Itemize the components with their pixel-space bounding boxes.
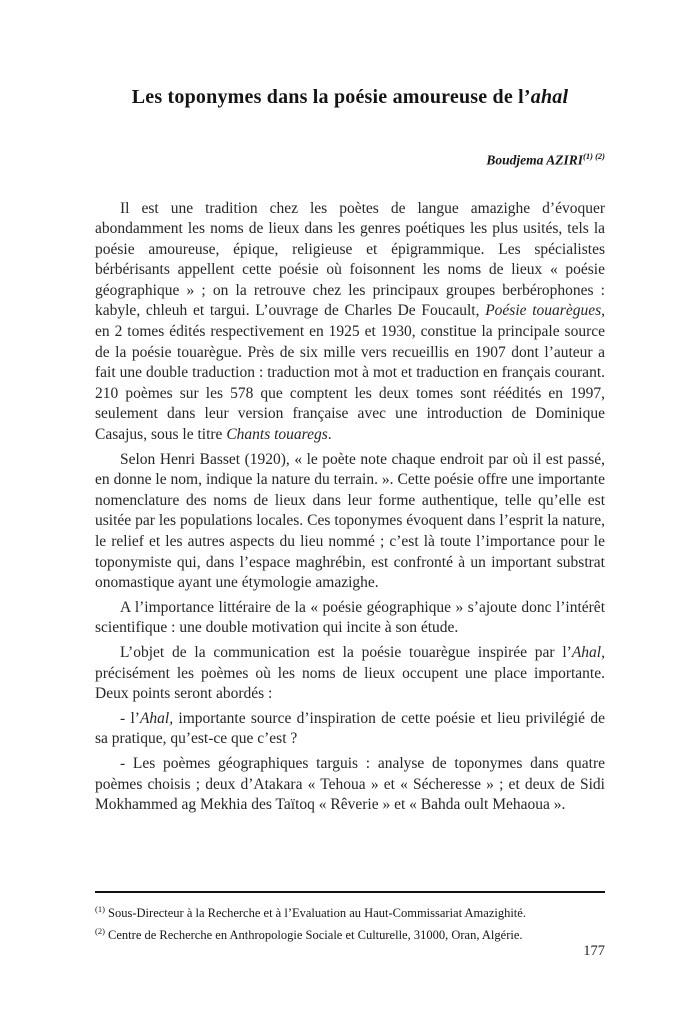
- paragraph: [95, 450, 605, 594]
- footnote-list: [95, 901, 605, 944]
- text-block: [95, 84, 605, 820]
- author-line: [95, 148, 605, 169]
- article-title-italic-term: ahal: [530, 86, 569, 108]
- text-run: L’objet de la communication est la poésie touarègue inspirée par l’: [120, 643, 572, 661]
- author-name: Boudjema AZIRI: [486, 152, 584, 168]
- paragraph: [95, 754, 605, 816]
- footnotes-section: [95, 891, 605, 944]
- text-run: Selon Henri Basset (1920), « le poète note chaque endroit par où il est passé, en donne le nom, indique la nature du terrain. ». Cette poésie offre une importante nomenclature des noms de lieux dans leur forme authentique, telle qu’elle est usitée par les populations locales. Ces toponymes évoquent dans l’esprit la nature, le relief et les autres aspects du lieu nommé ; c’est là toute l’importance pour le toponymiste qui, dans l’espace maghrébin, est confronté à un important substrat onomastique ayant une étymologie amazighe.: [95, 450, 605, 592]
- footnote-marker: (2): [95, 925, 105, 936]
- text-run: en 2 tomes édités respectivement en 1925 et 1930, constitue la principale source de la poésie touarègue. Près de six mille vers recueillis en 1907 dont l’auteur a fait une double traduction : traduction mot à mot et traduction en français courant. 210 poèmes sur les 578 que comptent les deux tomes sont réédités en 1997, seulement dans leur version française avec une introduction de Dominique Casajus, sous le titre: [95, 323, 605, 444]
- page-number: 177: [583, 943, 605, 959]
- article-title: [95, 84, 605, 110]
- text-run: importante source d’inspiration de cette poésie et lieu privilégié de sa pratique, qu’est-ce que c’est ?: [95, 709, 605, 748]
- text-run: - l’: [120, 709, 140, 727]
- paragraph: [95, 709, 605, 750]
- footnote: $^{(2)}$ Centre de Recherche en Anthropologie Sociale et Culturelle, 31000, Oran, Algérie.: [95, 925, 523, 942]
- text-run: précisément les poèmes où les noms de lieux occupent une place importante. Deux points seront abordés :: [95, 664, 605, 703]
- text-run: .: [327, 426, 332, 444]
- text-run: A l’importance littéraire de la « poésie géographique » s’ajoute donc l’intérêt scientifique : une double motivation qui incite à son étude.: [95, 598, 605, 637]
- italic-text-run: Ahal,: [139, 709, 174, 727]
- italic-text-run: Chants touaregs: [226, 426, 328, 444]
- paragraph: [95, 643, 605, 705]
- footnote-separator-rule: [95, 891, 605, 893]
- article-title-main: Les toponymes dans la poésie amoureuse de l’: [131, 86, 531, 108]
- footnote-marker: (1): [95, 904, 105, 914]
- text-run: Il est une tradition chez les poètes de langue amazighe d’évoquer abondamment les noms de lieux dans les genres poétiques les plus usités, tels la poésie amoureuse, épique, religieuse et épigrammique. Les spécialistes bérbérisants appellent cette poésie où foisonnent les noms de lieux « poésie géographique » ; on la retrouve chez les principaux groupes berbérophones : kabyle, chleuh et targui. L’ouvrage de Charles De Foucault,: [95, 199, 605, 320]
- italic-text-run: Poésie touarègues,: [485, 302, 605, 320]
- footnote: $^{(1)}$ Sous-Directeur à la Recherche et à l’Evaluation au Haut-Commissariat Amazighité.: [95, 904, 526, 921]
- paragraph: [95, 199, 605, 446]
- paragraph: [95, 598, 605, 639]
- text-run: - Les poèmes géographiques targuis : analyse de toponymes dans quatre poèmes choisis ; deux d’Atakara « Tehoua » et « Sécheresse » ; et deux de Sidi Mokhammed ag Mekhia des Taïtoq « Rêverie » et « Bahda oult Mehaoua ».: [95, 754, 605, 814]
- italic-text-run: Ahal,: [571, 643, 605, 661]
- article-body: [95, 199, 605, 816]
- author-note-refs: (1) (2): [583, 151, 605, 161]
